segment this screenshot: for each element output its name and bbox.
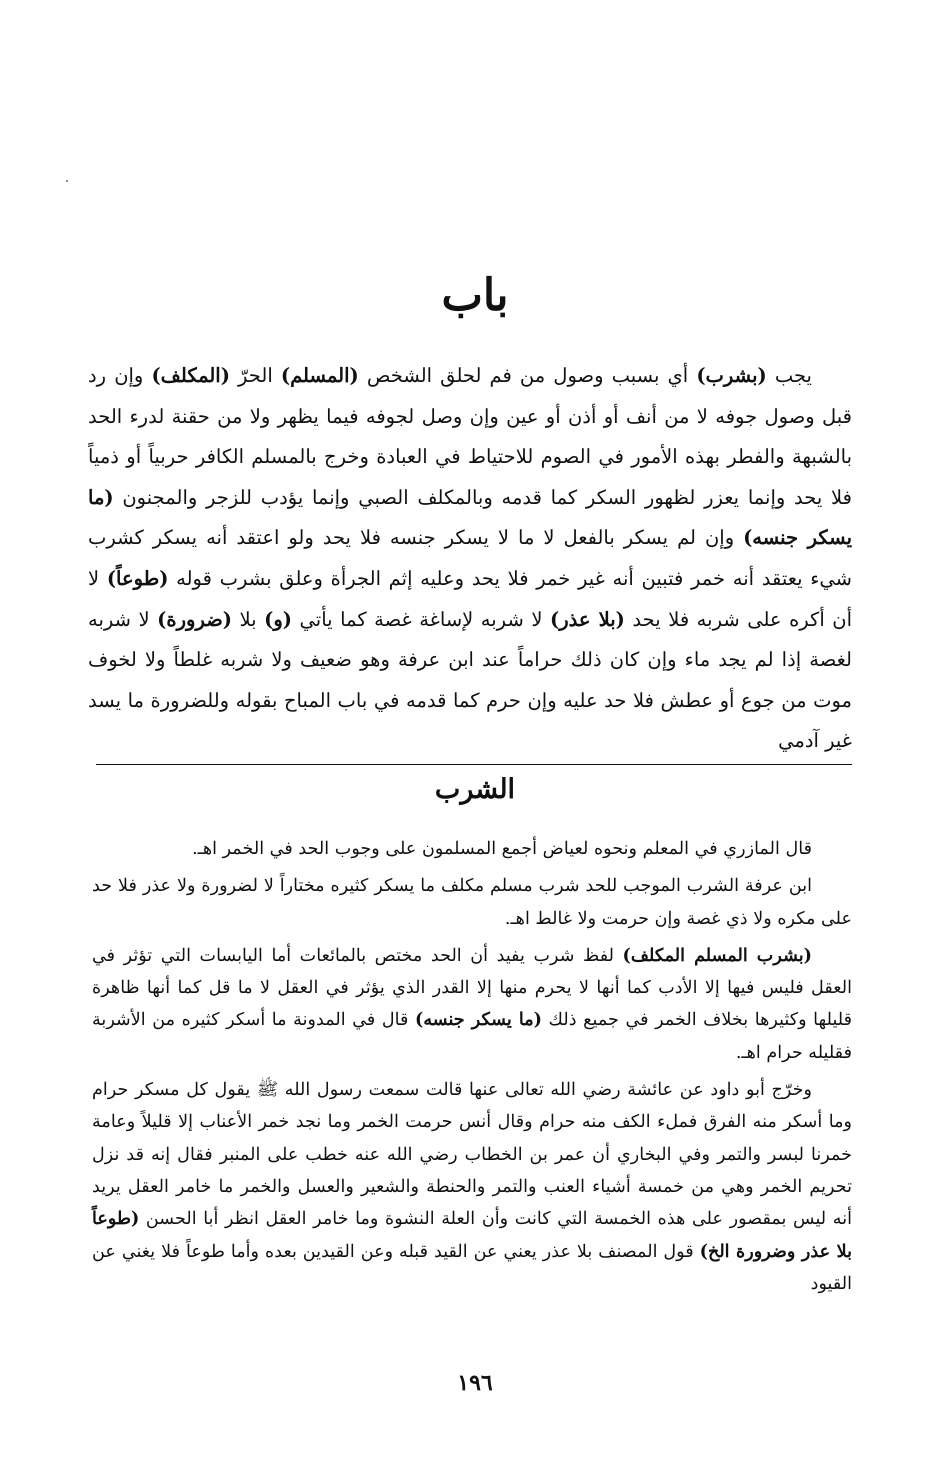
section-title: الشرب	[434, 774, 516, 805]
bold-term: (و)	[264, 607, 292, 631]
text-run: الحرّ	[229, 364, 281, 387]
text-run: يجب	[766, 364, 812, 387]
text-run: لفظ شرب يفيد أن الحد مختص بالمائعات أما اليابسات التي تؤثر في العقل فليس فيها إلا الأدب كما أنها لا يحرم منها إلا القدر الذي يؤثر في العقل لا ما قل كما أنها ظاهرة قليلها وكثيرها بخلاف الخمر في جميع ذلك	[92, 945, 852, 1031]
text-run: لا أن أكره على شربه فلا يحد	[88, 566, 853, 631]
text-run: وخرّج أبو داود عن عائشة رضي الله تعالى عنها قالت سمعت رسول الله ﷺ يقول كل مسكر حرام وما أسكر منه الفرق فملء الكف منه حرام وقال أنس حرمت الخمر وما نجد خمر الأعناب إلا قليلاً وعامة خمرنا لبسر والتمر وفي البخاري أن عمر بن الخطاب رضي الله عنه خطب على المنبر فقال إنه قد نزل تحريم الخمر وهي من خمسة أشياء العنب والتمر والحنطة والشعير والعسل والخمر ما خامر العقل يريد أنه ليس بمقصور على هذه الخمسة التي كانت وأن العلة النشوة وما خامر العقل انظر أبا الحسن	[92, 1080, 852, 1230]
bold-term: (ما يسكر جنسه)	[88, 485, 852, 550]
text-run: وإن رد قبل وصول جوفه لا من أنف أو أذن أو عين وإن وصل لجوفه فيما يظهر ولا من حقنة لدرء الحد بالشبهة والفطر بهذه الأمور في الصوم للاحتياط في العبادة وخرج بالمسلم الكافر حربياً أو ذمياً فلا يحد وإنما يعزر لظهور السكر كما قدمه وبالمكلف الصبي وإنما يؤدب للزجر والمجنون	[88, 364, 852, 509]
main-paragraph	[88, 356, 852, 762]
text-run: لا شربه لإساغة غصة كما يأتي	[292, 607, 550, 631]
note-paragraph: ابن عرفة الشرب الموجب للحد شرب مسلم مكلف ما يسكر كثيره مختاراً لا لضرورة ولا عذر فلا حد على مكره ولا ذي غصة وإن حرمت ولا غالط اهـ.	[92, 876, 852, 929]
bold-term: (بلا عذر)	[549, 607, 625, 631]
bold-term: (ما يسكر جنسه)	[415, 1009, 542, 1031]
section-divider	[96, 764, 852, 765]
text-run: بلا	[232, 607, 265, 631]
bold-term: (بشرب المسلم المكلف)	[622, 944, 812, 966]
bold-term: (طوعاً)	[106, 566, 169, 590]
bold-term: (طوعاً بلا عذر وضرورة الخ)	[92, 1208, 852, 1262]
bold-term: (المسلم)	[280, 364, 359, 387]
text-run: وإن لم يسكر بالفعل لا ما لا يسكر جنسه فلا يحد ولو اعتقد أنه يسكر كشرب شيء يعتقد أنه خمر فتبين أنه غير خمر فلا يحد وعليه إثم الجرأة وعلق بشرب قوله	[88, 526, 853, 590]
scan-speck	[66, 180, 68, 182]
text-run: لا شربه لغصة إذا لم يجد ماء وإن كان ذلك حراماً عند ابن عرفة وهو ضعيف ولا شربه غلطاً ولا لخوف موت من جوع أو عطش فلا حد عليه وإن حرم كما قدمه في باب المباح بقوله وللضرورة ما يسد غير آدمي	[88, 607, 852, 753]
page-number: ١٩٦	[457, 1370, 493, 1396]
chapter-title: باب	[441, 270, 509, 321]
bold-term: (بشرب)	[696, 364, 767, 387]
note-paragraph	[92, 940, 852, 1069]
text-run: قول المصنف بلا عذر يعني عن القيد قبله وعن القيدين بعده وأما طوعاً فلا يغني عن القيود	[92, 1241, 852, 1294]
bold-term: (المكلف)	[151, 364, 230, 387]
note-paragraph	[92, 1074, 852, 1300]
bold-term: (ضرورة)	[157, 607, 232, 631]
text-run: أي بسبب وصول من فم لحلق الشخص	[358, 364, 697, 387]
text-run: قال في المدونة ما أسكر كثيره من الأشربة فقليله حرام اهـ.	[92, 1010, 852, 1063]
commentary	[92, 833, 852, 1305]
note-paragraph: قال المازري في المعلم ونحوه لعياض أجمع المسلمون على وجوب الحد في الخمر اهـ.	[192, 839, 812, 859]
main-text	[88, 356, 852, 762]
